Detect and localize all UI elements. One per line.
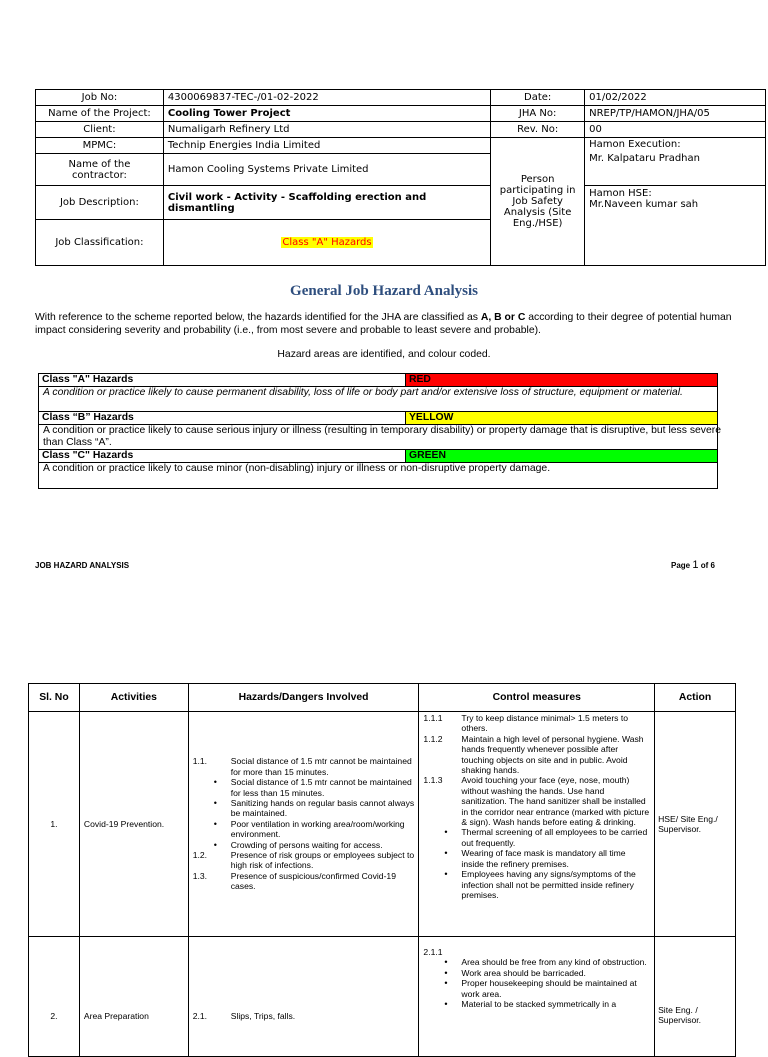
item-number: 1.1.2: [423, 733, 443, 744]
page-number: [671, 559, 715, 571]
jha-no-value: NREP/TP/HAMON/JHA/05: [585, 106, 766, 122]
table-row: [29, 712, 736, 937]
item-text: 2.1.1: [423, 947, 443, 957]
col-header-hazards: Hazards/Dangers Involved: [188, 684, 419, 712]
list-item: [193, 777, 415, 798]
job-info-table: [35, 89, 766, 266]
hazard-list: [193, 756, 415, 891]
hazard-class-legend: [38, 373, 722, 489]
row-number: 2.: [29, 937, 80, 1057]
row-hazards: [188, 937, 419, 1057]
list-item: [193, 798, 415, 819]
project-value: Cooling Tower Project: [163, 106, 490, 122]
item-text: Poor ventilation in working area/room/working environment.: [230, 818, 405, 840]
classification-label: Job Classification:: [36, 220, 164, 266]
item-text: Social distance of 1.5 mtr cannot be maintained for more than 15 minutes.: [230, 756, 412, 777]
item-number: 1.3.: [192, 870, 208, 881]
mpmc-label: MPMC:: [36, 138, 164, 154]
col-header-action: Action: [655, 684, 736, 712]
item-text: Presence of suspicious/confirmed Covid-19 cases.: [230, 870, 396, 892]
list-item: [423, 947, 650, 957]
rev-label: Rev. No:: [491, 122, 585, 138]
class-a-label: Class "A" Hazards: [42, 374, 134, 385]
item-text: Crowding of persons waiting for access.: [230, 839, 383, 850]
list-item: [193, 756, 415, 777]
document-title: General Job Hazard Analysis: [290, 283, 478, 299]
class-a-color: RED: [405, 374, 717, 386]
client-value: Numaligarh Refinery Ltd: [163, 122, 490, 138]
hazard-list: [193, 1011, 415, 1021]
row-action: Site Eng. / Supervisor.: [655, 937, 736, 1057]
list-item: [423, 978, 650, 999]
item-text: Presence of risk groups or employees subject to high risk of infections.: [230, 850, 415, 871]
item-text: Thermal screening of all employees to be carried out frequently.: [461, 827, 648, 848]
class-c-header: [39, 449, 717, 463]
mpmc-value: Technip Energies India Limited: [163, 138, 490, 154]
list-item: [193, 850, 415, 871]
col-header-controls: Control measures: [419, 684, 655, 712]
class-a-desc: A condition or practice likely to cause permanent disability, loss of life or body part and/or extensive loss of structure, equipment or material.: [43, 387, 683, 398]
item-text: Material to be stacked symmetrically in a: [461, 999, 617, 1010]
page-label: Page: [671, 561, 691, 570]
job-no-value: 4300069837-TEC-/01-02-2022: [163, 90, 490, 106]
control-list: [423, 947, 650, 1009]
item-text: Proper housekeeping should be maintained at work area.: [461, 978, 637, 999]
list-item: [423, 968, 650, 978]
list-item: [423, 848, 650, 869]
intro-paragraph: [35, 312, 735, 337]
row-activity: Area Preparation: [79, 937, 188, 1057]
job-no-label: Job No:: [36, 90, 164, 106]
row-activity: Covid-19 Prevention.: [79, 712, 188, 937]
list-item: [193, 1011, 415, 1021]
col-header-activities: Activities: [79, 684, 188, 712]
jha-no-label: JHA No:: [491, 106, 585, 122]
item-text: Sanitizing hands on regular basis cannot always be maintained.: [230, 797, 415, 819]
date-value: 01/02/2022: [585, 90, 766, 106]
description-value: Civil work - Activity - Scaffolding erection and dismantling: [163, 186, 490, 220]
item-number: 1.1.3: [423, 775, 443, 786]
row-action: HSE/ Site Eng./ Supervisor.: [655, 712, 736, 937]
page-total: of 6: [700, 561, 715, 570]
item-text: Maintain a high level of personal hygiene. Wash hands frequently whenever possible after touching objects on site and in public. Avoid shaking hands.: [461, 733, 644, 776]
hazard-areas-note: Hazard areas are identified, and colour coded.: [277, 349, 491, 360]
item-text: Avoid touching your face (eye, nose, mouth) without washing the hands. Use hand sanitization. The hand sanitizer shall be installed in the corridor near entrance (marked with picture & sign). Wash hands before eating & drinking.: [461, 775, 650, 828]
client-label: Client:: [36, 122, 164, 138]
page-current: 1: [692, 559, 699, 571]
item-number: 1.2.: [192, 850, 208, 861]
list-item: [423, 869, 650, 900]
list-item: [193, 819, 415, 840]
hamon-hse-value: Mr.Naveen kumar sah: [589, 199, 699, 210]
item-text: Social distance of 1.5 mtr cannot be maintained for less than 15 minutes.: [230, 777, 412, 798]
contractor-label: Name of the contractor:: [36, 154, 164, 186]
class-b-color: YELLOW: [405, 412, 717, 424]
list-item: [423, 734, 650, 776]
jha-table: [28, 683, 736, 1057]
list-item: [193, 840, 415, 850]
list-item: [423, 999, 650, 1009]
list-item: [193, 871, 415, 892]
class-b-label: Class “B” Hazards: [42, 412, 134, 423]
classification-cell: [163, 220, 490, 266]
list-item: [423, 713, 650, 734]
class-c-label: Class "C" Hazards: [42, 450, 134, 461]
row-controls: [419, 937, 655, 1057]
description-label: Job Description:: [36, 186, 164, 220]
hamon-hse-label: Hamon HSE:: [589, 188, 652, 199]
item-text: Wearing of face mask is mandatory all time inside the refinery premises.: [461, 848, 626, 869]
hamon-exec-value: Mr. Kalpataru Pradhan: [589, 153, 700, 164]
class-a-header: [39, 374, 717, 387]
intro-bold: A, B or C: [480, 312, 526, 323]
intro-text-2: according to their degree of potential human impact considering severity and probability (i.e., from most severe and probable to least severe and probable).: [35, 312, 732, 336]
classification-value: Class "A" Hazards: [282, 237, 372, 248]
row-controls: [419, 712, 655, 937]
item-text: Try to keep distance minimal> 1.5 meters to others.: [461, 713, 629, 734]
item-number: 1.1.: [192, 756, 208, 767]
row-number: 1.: [29, 712, 80, 937]
contractor-value: Hamon Cooling Systems Private Limited: [163, 154, 490, 186]
person-label: Person participating in Job Safety Analysis (Site Eng./HSE): [491, 138, 585, 266]
row-hazards: [188, 712, 419, 937]
hamon-exec-cell: [585, 138, 766, 186]
class-c-desc: A condition or practice likely to cause minor (non-disabling) injury or illness or non-disruptive property damage.: [43, 463, 551, 474]
class-b-desc: A condition or practice likely to cause serious injury or illness (resulting in temporary disability) or property damage that is disruptive, but less severe than Class “A”.: [43, 425, 722, 448]
hamon-hse-cell: [585, 186, 766, 266]
footer-title: JOB HAZARD ANALYSIS: [35, 561, 130, 570]
item-text: Work area should be barricaded.: [461, 967, 586, 978]
class-b-header: [39, 411, 717, 425]
item-number: 1.1.1: [423, 713, 443, 723]
hamon-exec-label: Hamon Execution:: [589, 139, 681, 150]
item-text: Area should be free from any kind of obstruction.: [461, 957, 647, 968]
intro-text-1: With reference to the scheme reported below, the hazards identified for the JHA are classified as: [35, 312, 481, 323]
rev-value: 00: [585, 122, 766, 138]
item-text: Slips, Trips, falls.: [230, 1011, 296, 1021]
item-number: 2.1.: [192, 1011, 208, 1021]
list-item: [423, 827, 650, 848]
control-list: [423, 713, 650, 900]
date-label: Date:: [491, 90, 585, 106]
table-row: [29, 937, 736, 1057]
list-item: [423, 775, 650, 827]
col-header-sl-no: Sl. No: [29, 684, 80, 712]
item-text: Employees having any signs/symptoms of the infection shall not be permitted inside refinery premises.: [461, 869, 636, 900]
list-item: [423, 957, 650, 967]
project-label: Name of the Project:: [36, 106, 164, 122]
class-c-color: GREEN: [405, 450, 717, 462]
